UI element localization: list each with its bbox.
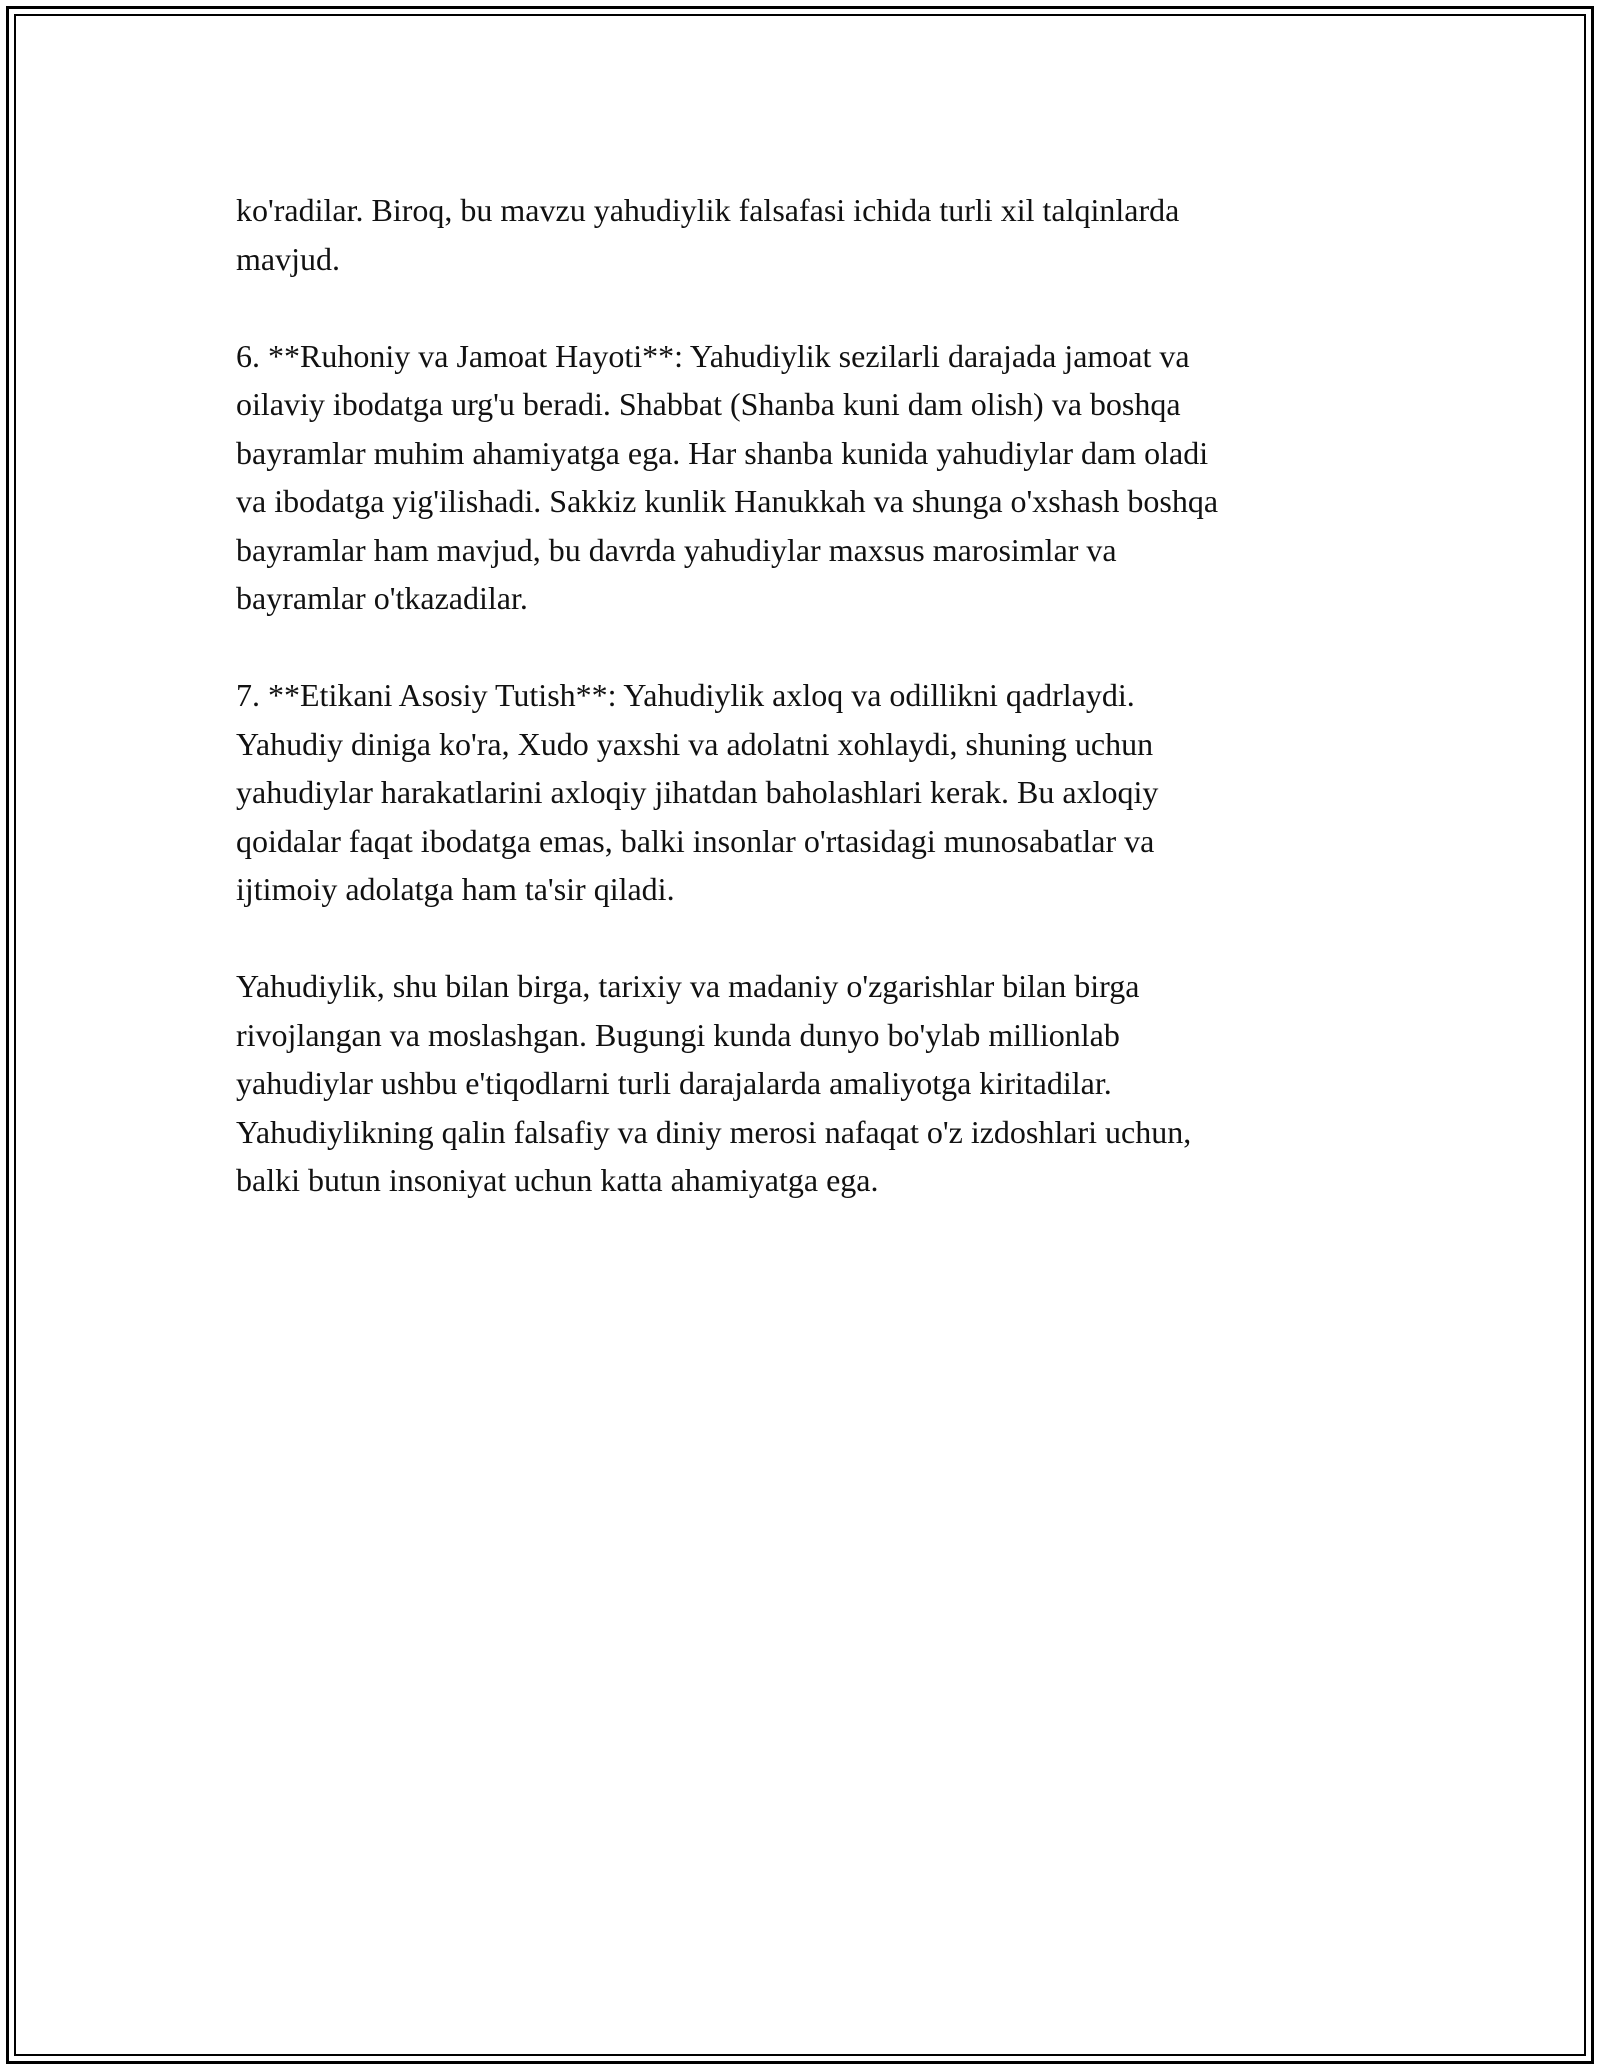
paragraph-item-7: 7. **Etikani Asosiy Tutish**: Yahudiylik axloq va odillikni qadrlaydi. Yahudiy diniga ko'ra, Xudo yaxshi va adolatni xohlaydi, shuning uchun yahudiylar harakatlarini axloqiy jihatdan baholashlari kerak. Bu axloqiy qoidalar faqat ibodatga emas, balki insonlar o'rtasidagi munosabatlar va ijtimoiy adolatga ham ta'sir qiladi. bbox=[236, 677, 1159, 907]
paragraph-item-6: 6. **Ruhoniy va Jamoat Hayoti**: Yahudiylik sezilarli darajada jamoat va oilaviy ibodatga urg'u beradi. Shabbat (Shanba kuni dam olish) va boshqa bayramlar muhim ahamiyatga ega. Har shanba kunida yahudiylar dam oladi va ibodatga yig'ilishadi. Sakkiz kunlik Hanukkah va shunga o'xshash boshqa bayramlar ham mavjud, bu davrda yahudiylar maxsus marosimlar va bayramlar o'tkazadilar. bbox=[236, 337, 1219, 616]
paragraph-continuation: ko'radilar. Biroq, bu mavzu yahudiylik falsafasi ichida turli xil talqinlarda mavjud. bbox=[236, 192, 1180, 277]
document-body bbox=[236, 186, 1376, 1253]
paragraph-conclusion: Yahudiylik, shu bilan birga, tarixiy va madaniy o'zgarishlar bilan birga rivojlangan va moslashgan. Bugungi kunda dunyo bo'ylab millionlab yahudiylar ushbu e'tiqodlarni turli darajalarda amaliyotga kiritadilar. Yahudiylikning qalin falsafiy va diniy merosi nafaqat o'z izdoshlari uchun, balki butun insoniyat uchun katta ahamiyatga ega. bbox=[236, 968, 1192, 1198]
